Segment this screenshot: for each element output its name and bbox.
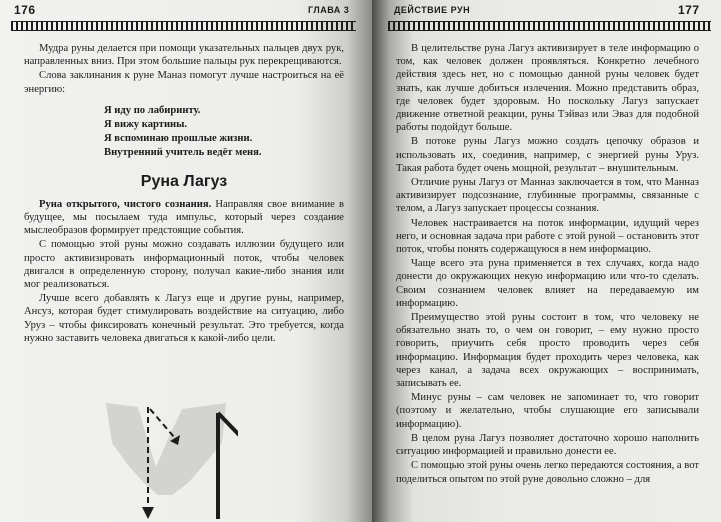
paragraph: С помощью этой руны можно создавать иллюзии будущего или просто активизировать информационный поток, чтобы человек двигался в определенную сторону, получал какие-либо знания или мог реализоваться.: [24, 239, 344, 291]
paragraph: Человек настраивается на поток информации, идущий через него, и основная задача при работе с этой руной – остановить этот поток, чтобы понять содержащуюся в нем информацию.: [396, 217, 699, 256]
right-page: [372, 0, 721, 522]
page-number: 176: [14, 3, 36, 17]
paragraph: С помощью этой руны очень легко передаются состояния, а вот поделиться опытом по этой руне довольно сложно – для: [396, 460, 699, 485]
paragraph: Минус руны – сам человек не запоминает то, что говорит (поэтому и желательно, чтобы слушающие его записывали информацию).: [396, 392, 699, 430]
section-heading: Руна Лагуз: [140, 172, 228, 190]
spell-line: Я вспоминаю прошлые жизни.: [104, 133, 253, 145]
lead-bold-text: Руна открытого, чистого сознания.: [39, 198, 212, 210]
lead-paragraph: [24, 198, 344, 238]
right-page-header: [372, 3, 711, 21]
paragraph: В потоке руны Лагуз можно создать цепочку образов и использовать их, соединив, например, с энергией руны Уруз. Такая работа будет очень мощной, результат – внушительным.: [396, 136, 699, 174]
spell-block: [104, 104, 344, 161]
paragraph: В целительстве руна Лагуз активизирует в теле информацию о том, как человек должен проявляться. Конкретно лечебного действия здесь нет, но с помощью данной руны человек будет знать, как лучше добиться излечения. Можно представить образ, где человек будет здоровым. Но поскольку Лагуз запускает движение ответной реакции, руны Тэйваз или Эваз для подобной работы подойдут больше.: [396, 43, 699, 134]
chapter-title: ДЕЙСТВИЕ РУН: [394, 5, 471, 15]
paragraph: Мудра руны делается при помощи указательных пальцев двух рук, направленных вниз. При этом большие пальцы рук перекрещиваются.: [24, 43, 344, 68]
spell-line: Я иду по лабиринту.: [104, 104, 201, 116]
ornament-border: [11, 21, 356, 31]
paragraph: Преимущество этой руны состоит в том, что человеку не обязательно знать то, о чем он говорит, – ему нужно просто говорить, приучить себя просто проводить через себя информацию. Информация будет проходить через человека, как через канал, а задача всех окружающих – воспринимать, записывать ее.: [396, 312, 699, 390]
paragraph: Чаще всего эта руна применяется в тех случаях, когда надо донести до окружающих некую информацию или что-то сделать. Своим сознанием человек влияет на передаваемую им информацию.: [396, 258, 699, 309]
hands-silhouette: [106, 403, 226, 495]
spell-line: Внутренний учитель ведёт меня.: [104, 147, 262, 159]
left-page-body: [24, 42, 344, 346]
arrow-head-down: [142, 507, 154, 519]
rune-mudra-illustration: [98, 395, 238, 522]
paragraph: Слова заклинания к руне Маназ помогут лучше настроиться на её энергию:: [24, 70, 344, 95]
ornament-border: [388, 21, 711, 31]
right-page-body: [396, 42, 699, 487]
dashed-diagonal-arrow: [150, 409, 174, 437]
chapter-title: ГЛАВА 3: [308, 5, 350, 15]
page-number: 177: [678, 3, 700, 17]
paragraph: В целом руна Лагуз позволяет достаточно хорошо наполнить ситуацию информацией и правильно донести ее.: [396, 432, 699, 458]
paragraph: Отличие руны Лагуз от Манназ заключается в том, что Манназ активизирует подсознание, глубинные программы, связанные с телом, а Лагуз запускает процессы сознания.: [396, 177, 699, 215]
left-page-header: [10, 3, 358, 21]
paragraph: Лучше всего добавлять к Лагуз еще и другие руны, например, Ансуз, которая будет стимулировать воздействие на ситуацию, либо Уруз – чтобы фиксировать конечный результат. Это требуется, когда нужно заставить человека двигаться к какой-либо цели.: [24, 293, 344, 344]
spell-line: Я вижу картины.: [104, 119, 188, 131]
lead-rest-text: Направляя свое внимание в будущее, мы посылаем туда импульс, который через создание мыслеобразов формирует предстоящие события.: [24, 198, 344, 237]
